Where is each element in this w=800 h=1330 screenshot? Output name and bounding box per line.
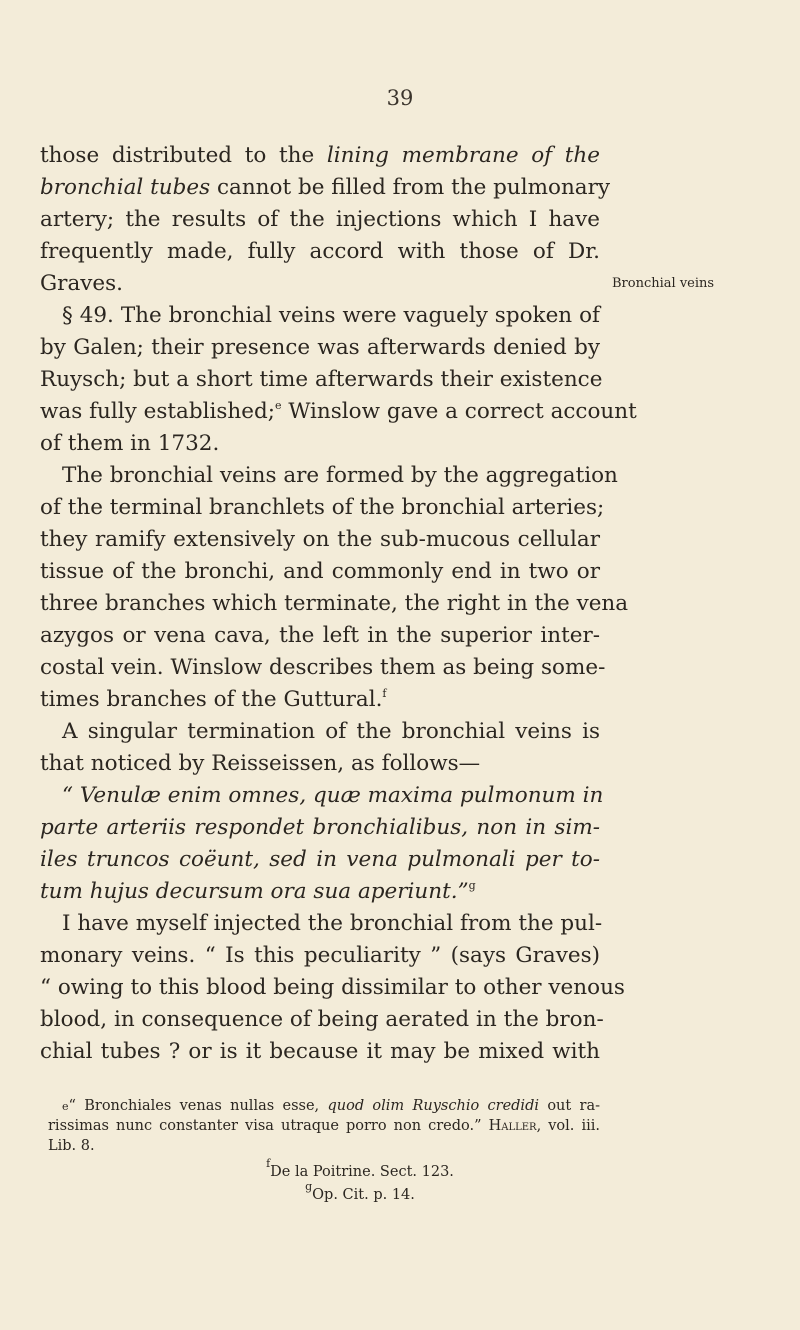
text-line: Ruysch; but a short time afterwards their existence bbox=[40, 367, 603, 392]
footnote-f: $^f$De la Poitrine. Sect. 123. bbox=[266, 1157, 454, 1180]
text-line: three branches which terminate, the right in the vena bbox=[40, 591, 629, 616]
text-line: tissue of the bronchi, and commonly end in two or bbox=[40, 559, 600, 584]
text-line: azygos or vena cava, the left in the superior inter- bbox=[40, 623, 600, 648]
footnote-ref-f: f bbox=[382, 687, 387, 700]
latin-quote-line: tum hujus decursum ora sua aperiunt.”$^g$ bbox=[40, 879, 476, 904]
footnote-e-line: Lib. 8. bbox=[48, 1138, 95, 1154]
text-line: of them in 1732. bbox=[40, 431, 220, 456]
text-line: “ owing to this blood being dissimilar to other venous bbox=[40, 975, 625, 1000]
text-line: was fully established;$^e$ Winslow gave a correct account bbox=[40, 399, 637, 424]
text-line: of the terminal branchlets of the bronchial arteries; bbox=[40, 495, 605, 520]
text-line: artery; the results of the injections which I have bbox=[40, 207, 600, 232]
text-line: chial tubes ? or is it because it may be mixed with bbox=[40, 1039, 600, 1064]
text-line: bronchial tubes cannot be filled from the pulmonary bbox=[40, 175, 611, 200]
footnote-g: $^g$Op. Cit. p. 14. bbox=[305, 1180, 415, 1203]
text-line: times branches of the Guttural.$^f$ bbox=[40, 687, 387, 712]
footnote-ref-g: g bbox=[468, 879, 476, 892]
text-line: they ramify extensively on the sub-mucous cellular bbox=[40, 527, 600, 552]
text-line: by Galen; their presence was afterwards denied by bbox=[40, 335, 600, 360]
text-line: I have myself injected the bronchial from the pul- bbox=[62, 911, 603, 936]
text-line: The bronchial veins are formed by the aggregation bbox=[62, 463, 618, 488]
text-line: Graves. bbox=[40, 271, 124, 296]
latin-quote-line: parte arteriis respondet bronchialibus, non in sim- bbox=[40, 815, 600, 840]
footnote-ref-e: e bbox=[274, 399, 282, 412]
text-line: costal vein. Winslow describes them as being some- bbox=[40, 655, 606, 680]
text-line: monary veins. “ Is this peculiarity ” (says Graves) bbox=[40, 943, 600, 968]
text-line: that noticed by Reisseissen, as follows— bbox=[40, 751, 481, 776]
latin-quote-line: “ Venulæ enim omnes, quæ maxima pulmonum in bbox=[62, 783, 604, 808]
footnote-e-line: e“ Bronchiales venas nullas esse, quod olim Ruyschio credidi out ra- bbox=[62, 1098, 601, 1114]
latin-quote-line: iles truncos coëunt, sed in vena pulmonali per to- bbox=[40, 847, 600, 872]
text-line: those distributed to the lining membrane of the bbox=[40, 143, 600, 168]
text-line: frequently made, fully accord with those of Dr. bbox=[40, 239, 600, 264]
page-number: 39 bbox=[386, 86, 414, 110]
margin-note: Bronchial veins bbox=[612, 276, 715, 291]
text-line: A singular termination of the bronchial veins is bbox=[62, 719, 600, 744]
text-line: blood, in consequence of being aerated in the bron- bbox=[40, 1007, 604, 1032]
section-heading-line: § 49. The bronchial veins were vaguely spoken of bbox=[62, 303, 600, 328]
footnote-e-line: rissimas nunc constanter visa utraque porro non credo.” Haller, vol. iii. bbox=[48, 1118, 600, 1134]
